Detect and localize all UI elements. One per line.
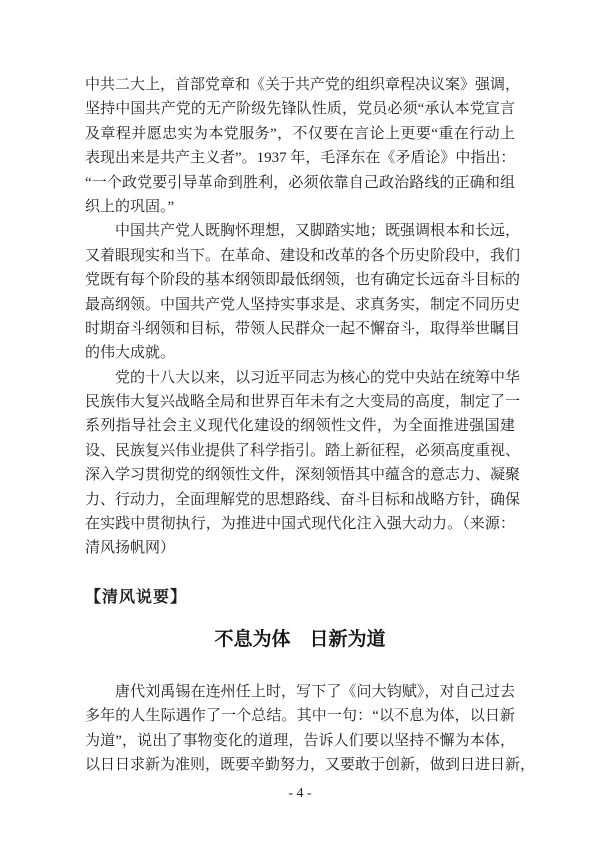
text-line: 民族伟大复兴战略全局和世界百年未有之大变局的高度，制定了一 <box>85 394 521 411</box>
text-line: 的伟大成就。 <box>85 345 176 362</box>
text-line: 系列指导社会主义现代化建设的纲领性文件，为全面推进强国建 <box>85 418 515 435</box>
text-line: 中国共产党人既胸怀理想，又脚踏实地；既强调根本和长远， <box>115 223 521 240</box>
text-line: 力、行动力，全面理解党的思想路线、奋斗目标和战略方针，确保 <box>85 491 521 508</box>
paragraph <box>85 73 521 219</box>
text-line: 多年的人生际遇作了一个总结。其中一句：“以不息为体，以日新 <box>85 708 515 725</box>
text-line: 时期奋斗纲领和目标，带领人民群众一起不懈奋斗，取得举世瞩目 <box>85 320 521 337</box>
paragraph <box>85 366 521 561</box>
text-line: 为道”，说出了事物变化的道理，告诉人们要以坚持不懈为本体， <box>85 732 515 749</box>
text-line: 在实践中贯彻执行，为推进中国式现代化注入强大动力。（来源： <box>85 516 515 533</box>
paragraph <box>85 680 536 778</box>
text-line: 以日日求新为准则，既要辛勤努力，又要敢于创新，做到日进日新， <box>85 757 536 774</box>
article-title: 不息为体 日新为道 <box>214 629 386 650</box>
body-text-block <box>85 73 521 561</box>
text-line: 中共二大上，首部党章和《关于共产党的组织章程决议案》强调， <box>85 77 521 93</box>
text-line: 又着眼现实和当下。在革命、建设和改革的各个历史阶段中，我们 <box>85 247 521 264</box>
text-line: 清风扬帆网） <box>85 540 176 557</box>
text-line: 坚持中国共产党的无产阶级先锋队性质，党员必须“承认本党宣言 <box>85 101 515 118</box>
text-line: 深入学习贯彻党的纲领性文件，深刻领悟其中蕴含的意志力、凝聚 <box>85 467 521 484</box>
text-line: 织上的巩固。” <box>85 198 175 215</box>
text-line: 唐代刘禹锡在连州任上时，写下了《问大钧赋》，对自己过去 <box>115 684 515 700</box>
text-line: 最高纲领。中国共产党人坚持实事求是、求真务实，制定不同历史 <box>85 296 521 313</box>
page-number: - 4 - <box>288 786 312 801</box>
section-body-text-block <box>85 680 536 778</box>
text-line: “一个政党要引导革命到胜利，必须依靠自己政治路线的正确和组 <box>85 174 515 191</box>
text-line: 党既有每个阶段的基本纲领即最低纲领，也有确定长远奋斗目标的 <box>85 272 521 289</box>
text-line: 表现出来是共产主义者”。1937 年，毛泽东在《矛盾论》中指出： <box>85 150 516 167</box>
text-line: 及章程并愿忠实为本党服务”，不仅要在言论上更要“重在行动上 <box>85 125 515 142</box>
paragraph <box>85 219 521 365</box>
text-line: 设、民族复兴伟业提供了科学指引。踏上新征程，必须高度重视、 <box>85 442 521 459</box>
text-line: 党的十八大以来，以习近平同志为核心的党中央站在统筹中华 <box>115 369 521 386</box>
section-label: 【清风说要】 <box>85 589 188 606</box>
